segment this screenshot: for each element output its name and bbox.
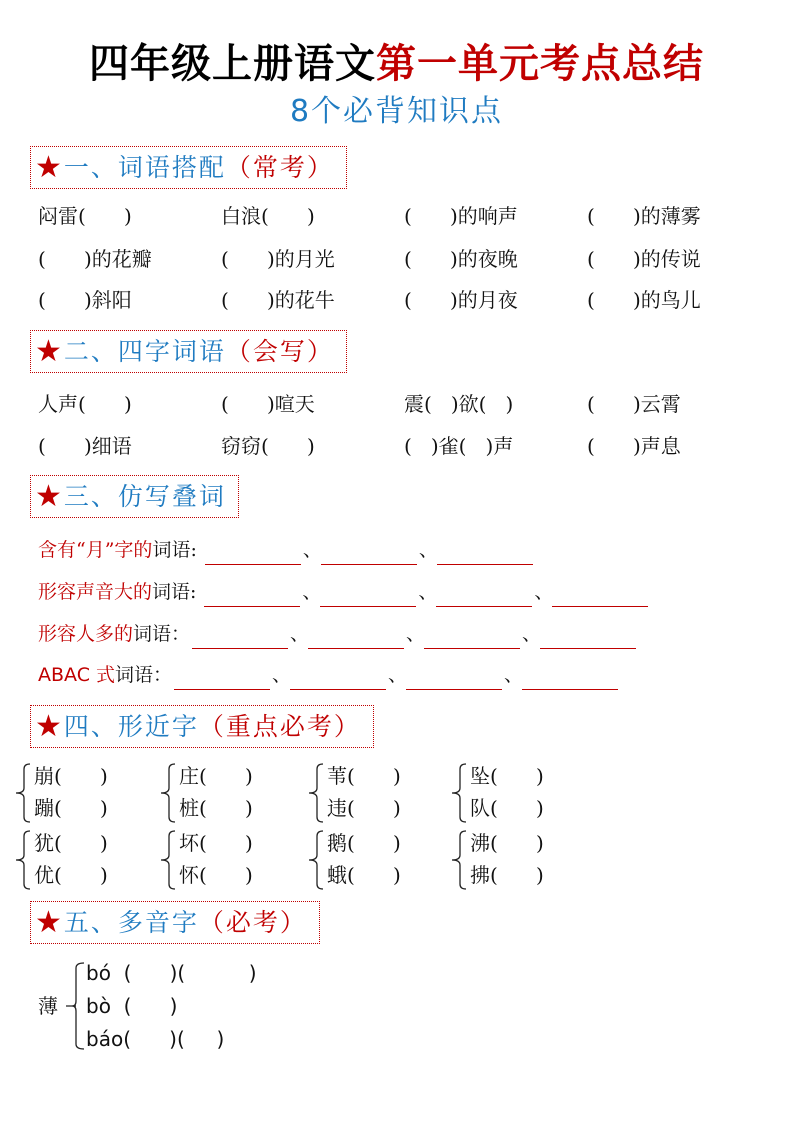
answer-blank[interactable] [174,668,270,690]
word-item: ( )斜阳 [38,288,132,312]
word-item: 白浪( ) [221,204,315,228]
answer-blank[interactable] [204,585,300,607]
similar-char-group [12,761,152,825]
section-1-title: 一、词语搭配 [63,152,226,182]
similar-char-group [448,761,588,825]
star-icon: ★ [35,478,62,514]
idiom-item: ( )云霄 [587,392,681,416]
brace-icon [448,761,470,825]
fill-label-suffix: 词语： [133,623,191,645]
char-item: 坠( ) [470,764,544,788]
char-item: 坏( ) [179,831,253,855]
word-item: ( )的花牛 [221,288,335,312]
char-item: 鹅( ) [327,831,401,855]
star-icon: ★ [35,333,62,369]
answer-blank[interactable] [406,668,502,690]
word-item: ( )的月夜 [404,288,518,312]
fill-label-suffix: 词语: [152,581,197,603]
similar-char-group [157,828,297,892]
section-4-tag: （重点必考） [198,711,361,741]
section-5-header [30,901,320,944]
answer-blank[interactable] [436,585,532,607]
idiom-item: ( )细语 [38,434,132,458]
answer-blank[interactable] [308,627,404,649]
idiom-item: 人声( ) [38,392,132,416]
page-subtitle: 8个必背知识点 [289,94,504,129]
answer-blank[interactable] [290,668,386,690]
fill-label: 形容人多的 [38,623,134,645]
idiom-item: ( )雀( )声 [404,434,514,458]
brace-icon [12,761,34,825]
idiom-item: ( )喧天 [221,392,315,416]
char-item: 苇( ) [327,764,401,788]
section-2-tag: （会写） [225,336,334,366]
star-icon: ★ [35,149,62,185]
reading-line: bó ( )( ) [86,961,257,985]
char-item: 沸( ) [470,831,544,855]
brace-icon [12,828,34,892]
answer-blank[interactable] [552,585,648,607]
reading-line: báo( )( ) [86,1027,225,1051]
title-red-part: 第一单元考点总结 [376,41,704,87]
answer-blank[interactable] [320,585,416,607]
answer-blank[interactable] [540,627,636,649]
answer-blank[interactable] [321,543,417,565]
char-item: 怀( ) [179,863,253,887]
word-item: ( )的花瓣 [38,247,152,271]
similar-char-group [12,828,152,892]
reading-line: bò ( ) [86,994,178,1018]
idiom-item: ( )声息 [587,434,681,458]
word-item: 闷雷( ) [38,204,132,228]
char-item: 崩( ) [34,764,108,788]
brace-icon [157,828,179,892]
star-icon: ★ [35,708,62,744]
answer-blank[interactable] [424,627,520,649]
fill-label: ABAC 式 [38,664,116,686]
idiom-item: 窃窃( ) [221,434,315,458]
section-1-tag: （常考） [225,152,334,182]
fill-row-loud: 形容声音大的 词语: 、 、 、 [38,577,650,607]
answer-blank[interactable] [437,543,533,565]
fill-label: 含有“月”字的 [38,539,153,561]
char-item: 犹( ) [34,831,108,855]
word-item: ( )的薄雾 [587,204,701,228]
char-item: 优( ) [34,863,108,887]
char-item: 拂( ) [470,863,544,887]
star-icon: ★ [35,904,62,940]
fill-label-suffix: 词语: [152,539,197,561]
section-4-header [30,705,374,748]
char-item: 庄( ) [179,764,253,788]
page-title [0,38,793,90]
section-5-title: 五、多音字 [63,907,199,937]
polyphone-char: 薄 [38,994,58,1018]
similar-char-group [305,761,445,825]
brace-icon [448,828,470,892]
brace-icon [305,828,327,892]
char-item: 队( ) [470,796,544,820]
word-item: ( )的传说 [587,247,701,271]
answer-blank[interactable] [192,627,288,649]
section-4-title: 四、形近字 [63,711,199,741]
char-item: 蹦( ) [34,796,108,820]
word-item: ( )的夜晚 [404,247,518,271]
brace-icon [157,761,179,825]
answer-blank[interactable] [205,543,301,565]
char-item: 蛾( ) [327,863,401,887]
word-item: ( )的响声 [404,204,518,228]
section-3-header [30,475,239,518]
char-item: 桩( ) [179,796,253,820]
brace-icon [305,761,327,825]
similar-char-group [448,828,588,892]
section-2-header [30,330,347,373]
char-item: 违( ) [327,796,401,820]
similar-char-group [305,828,445,892]
section-1-header [30,146,347,189]
fill-label: 形容声音大的 [38,581,153,603]
word-item: ( )的鸟儿 [587,288,701,312]
brace-icon [62,958,88,1054]
word-item: ( )的月光 [221,247,335,271]
fill-row-moon: 含有“月”字的 词语: 、 、 [38,535,535,565]
idiom-item: 震( )欲( ) [404,392,514,416]
polyphone-block [38,958,358,1054]
fill-label-suffix: 词语： [115,664,173,686]
similar-char-group [157,761,297,825]
fill-row-abac: ABAC 式 词语： 、 、 、 [38,660,620,690]
section-2-title: 二、四字词语 [63,336,226,366]
fill-row-crowd: 形容人多的 词语： 、 、 、 [38,619,638,649]
title-black-part: 四年级上册语文 [89,41,376,87]
section-3-title: 三、仿写叠词 [63,481,226,511]
section-5-tag: （必考） [198,907,307,937]
answer-blank[interactable] [522,668,618,690]
